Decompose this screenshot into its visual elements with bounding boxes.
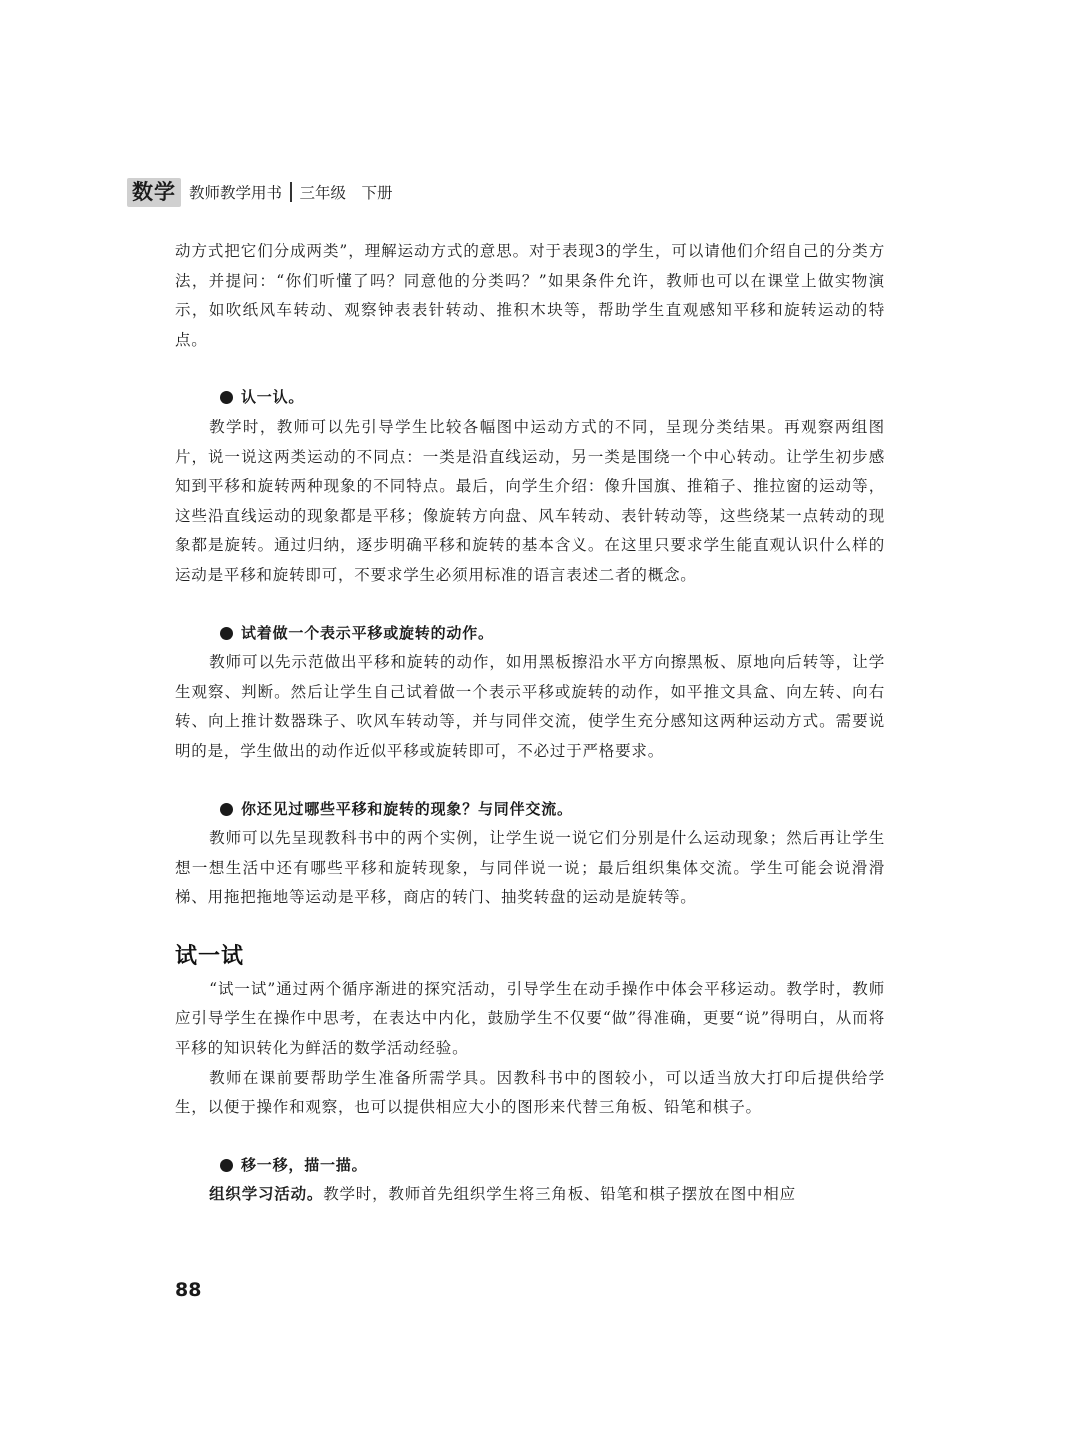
section-title: 试一试: [175, 943, 245, 969]
bullet-heading-move-trace: [175, 1151, 885, 1181]
paragraph-move-trace: [175, 1180, 885, 1210]
spacer: [175, 355, 885, 383]
spacer: [175, 913, 885, 939]
section-paragraph-materials: 教师在课前要帮助学生准备所需学具。因教科书中的图较小，可以适当放大打印后提供给学生，以便于操作和观察，也可以提供相应大小的图形来代替三角板、铅笔和棋子。: [175, 1068, 885, 1117]
spacer: [175, 767, 885, 795]
paragraph-move-trace-text: 教学时，教师首先组织学生将三角板、铅笔和棋子摆放在图中相应: [323, 1185, 796, 1204]
bullet-heading-phenomena: [175, 795, 885, 825]
running-header: [127, 176, 393, 208]
bullet-icon: [220, 1159, 233, 1172]
bullet-heading-text: 你还见过哪些平移和旋转的现象？与同伴交流。: [241, 799, 573, 818]
page-body: [175, 237, 885, 1210]
bullet-heading-recognize: [175, 383, 885, 413]
paragraph-recognize: 教学时，教师可以先引导学生比较各幅图中运动方式的不同，呈现分类结果。再观察两组图片，说一说这两类运动的不同点：一类是沿直线运动，另一类是围绕一个中心转动。让学生初步感知到平移和旋转两种现象的不同特点。最后，向学生介绍：像升国旗、推箱子、推拉窗的运动等，这些沿直线运动的现象都是平移；像旋转方向盘、风车转动、表针转动等，这些绕某一点转动的现象都是旋转。通过归纳，逐步明确平移和旋转的基本含义。在这里只要求学生能直观认识什么样的运动是平移和旋转即可，不要求学生必须用标准的语言表述二者的概念。: [175, 417, 885, 584]
spacer: [175, 1123, 885, 1151]
paragraph-phenomena: 教师可以先呈现教科书中的两个实例，让学生说一说它们分别是什么运动现象；然后再让学生想一想生活中还有哪些平移和旋转现象，与同伴说一说；最后组织集体交流。学生可能会说滑滑梯、用拖把拖地等运动是平移，商店的转门、抽奖转盘的运动是旋转等。: [175, 829, 885, 907]
bullet-heading-text: 移一移，描一描。: [241, 1155, 368, 1174]
bullet-heading-text: 认一认。: [241, 388, 305, 407]
bold-lead-text: 组织学习活动。: [209, 1185, 324, 1204]
subject-logo: 数学: [127, 178, 181, 207]
grade-volume: 三年级 下册: [299, 184, 393, 202]
spacer: [175, 591, 885, 619]
bullet-heading-try-action: [175, 619, 885, 649]
bullet-icon: [220, 803, 233, 816]
bullet-heading-text: 试着做一个表示平移或旋转的动作。: [241, 623, 494, 642]
book-title: 教师教学用书: [189, 184, 283, 202]
header-divider: [290, 182, 292, 202]
section-paragraph-intro: “试一试”通过两个循序渐进的探究活动，引导学生在动手操作中体会平移运动。教学时，教师应引导学生在操作中思考，在表达中内化，鼓励学生不仅要“做”得准确，更要“说”得明白，从而将平移的知识转化为鲜活的数学活动经验。: [175, 979, 885, 1058]
bullet-icon: [220, 627, 233, 640]
page-number: 88: [175, 1279, 202, 1301]
paragraph-continued: 动方式把它们分成两类”，理解运动方式的意思。对于表现3的学生，可以请他们介绍自己的分类方法，并提问：“你们听懂了吗？同意他的分类吗？”如果条件允许，教师也可以在课堂上做实物演示，如吹纸风车转动、观察钟表表针转动、推积木块等，帮助学生直观感知平移和旋转运动的特点。: [175, 242, 885, 349]
paragraph-try-action: 教师可以先示范做出平移和旋转的动作，如用黑板擦沿水平方向擦黑板、原地向后转等，让学生观察、判断。然后让学生自己试着做一个表示平移或旋转的动作，如平推文具盒、向左转、向右转、向上推计数器珠子、吹风车转动等，并与同伴交流，使学生充分感知这两种运动方式。需要说明的是，学生做出的动作近似平移或旋转即可，不必过于严格要求。: [175, 653, 885, 760]
